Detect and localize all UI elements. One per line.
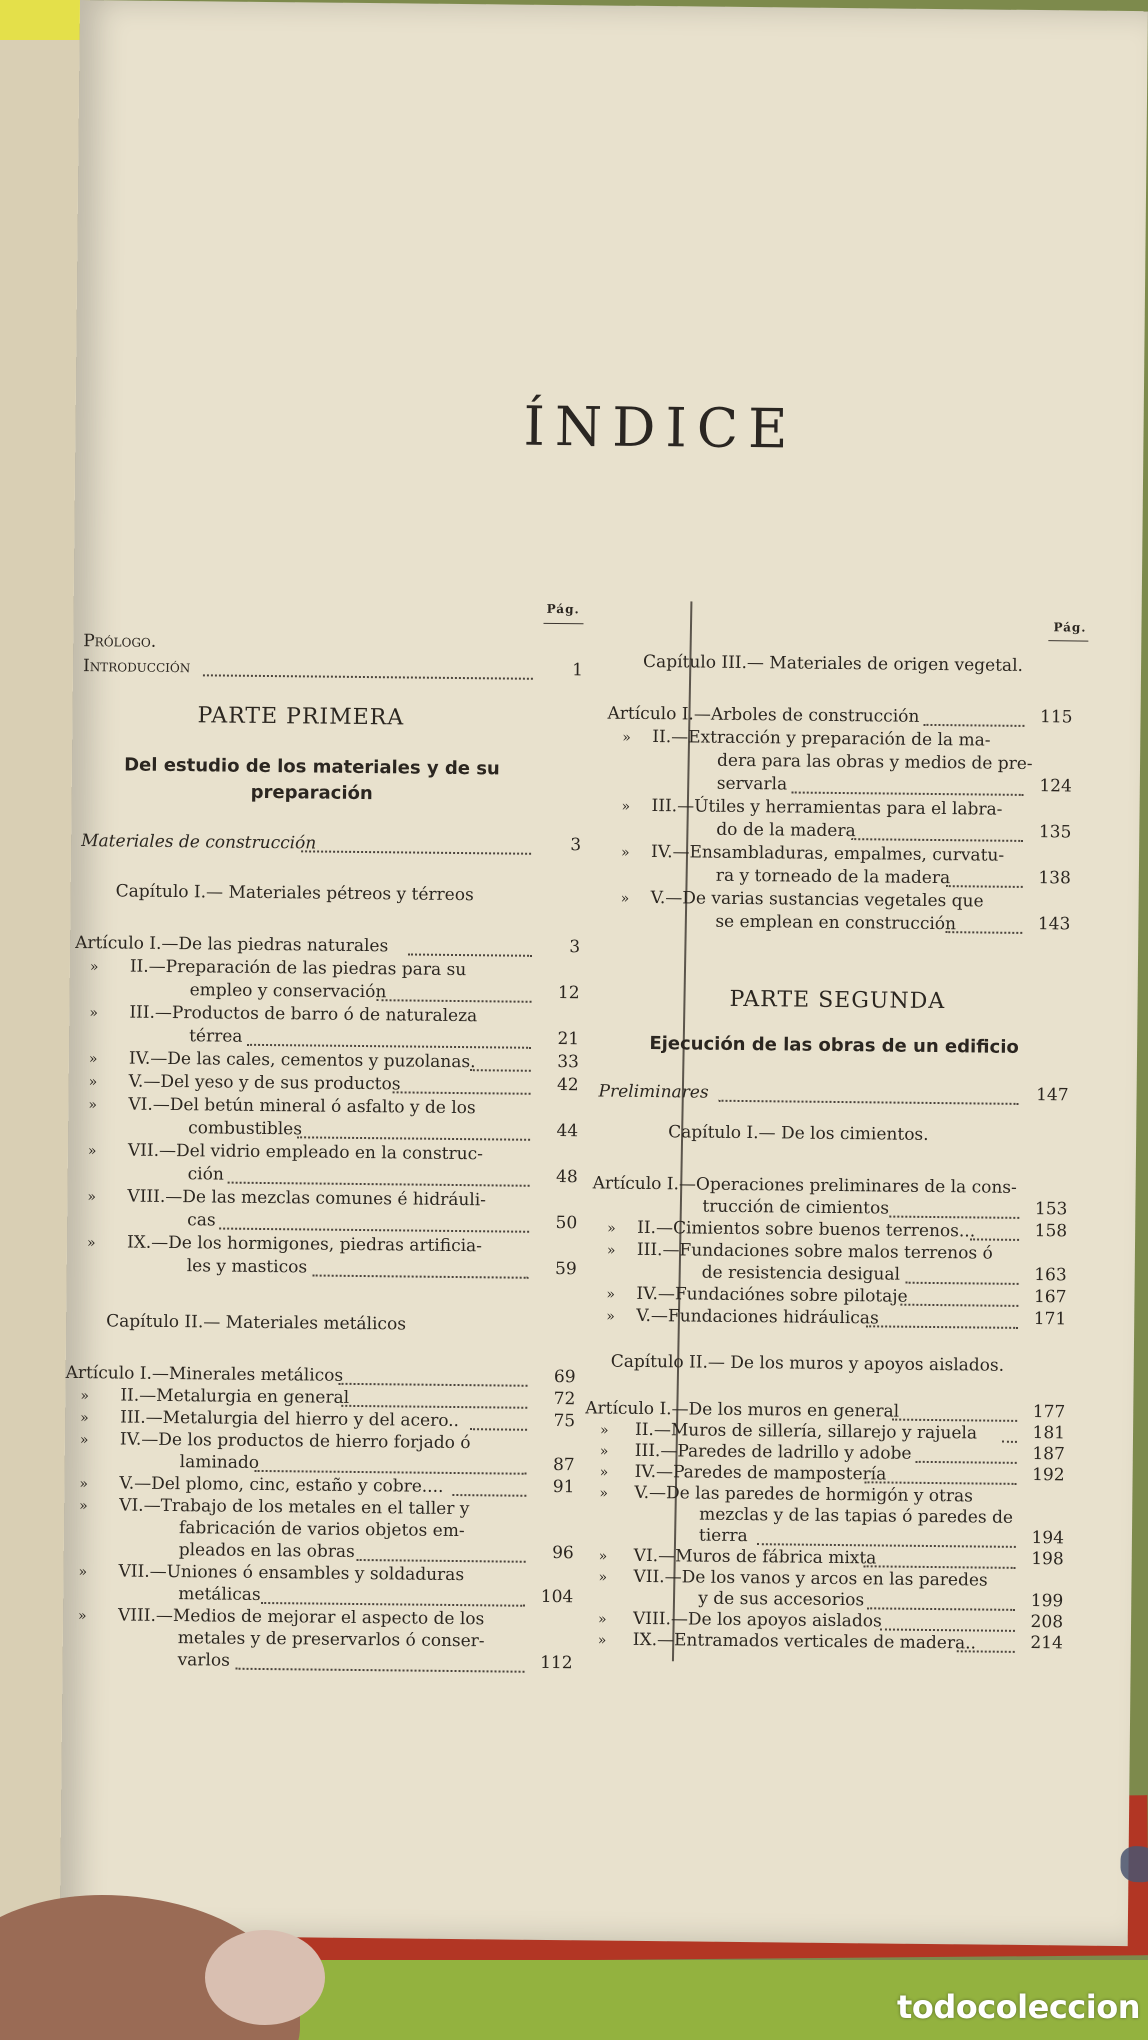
- toc-entry-text: V.—Del plomo, cinc, estaño y cobre....: [119, 1473, 444, 1497]
- leader-dots: [792, 791, 1024, 795]
- toc-entry-text: cas: [187, 1210, 216, 1231]
- leader-dots: [313, 1275, 529, 1279]
- page-title: ÍNDICE: [523, 394, 798, 461]
- ditto-mark: »: [89, 959, 99, 976]
- toc-entry-text: IV.—Ensambladuras, empalmes, curvatu-: [651, 842, 1005, 866]
- leader-dots: [203, 674, 533, 679]
- ditto-mark: »: [88, 1097, 98, 1114]
- ditto-mark: »: [80, 1410, 89, 1427]
- toc-page-number: 115: [1039, 707, 1073, 728]
- toc-entry-text: Artículo I.—De las piedras naturales: [75, 933, 389, 957]
- toc-entry-text: de resistencia desigual: [701, 1262, 901, 1285]
- toc-entry-text: metálicas: [178, 1584, 261, 1605]
- toc-entry-text: III.—Productos de barro ó de naturaleza: [129, 1002, 478, 1027]
- toc-entry-text: dera para las obras y medios de pre-: [716, 750, 1033, 775]
- toc-page-number: 48: [555, 1167, 578, 1188]
- toc-entry-text: IV.—De los productos de hierro forjado ó: [119, 1429, 471, 1454]
- toc-entry-text: servarla: [716, 773, 788, 795]
- leader-dots: [228, 1182, 530, 1187]
- ditto-mark: »: [606, 1308, 615, 1325]
- toc-entry-text: metales y de preservarlos ó conser-: [177, 1628, 485, 1652]
- materiales-page: 3: [570, 835, 582, 856]
- ditto-mark: »: [620, 890, 630, 907]
- toc-entry-text: trucción de cimientos: [702, 1196, 890, 1219]
- toc-entry-text: VIII.—Medios de mejorar el aspecto de los: [117, 1605, 485, 1630]
- leader-dots: [923, 724, 1024, 727]
- toc-entry-text: IV.—Fundaciónes sobre pilotaje: [636, 1283, 908, 1307]
- toc-page-number: 33: [557, 1052, 580, 1073]
- toc-page-number: 177: [1032, 1402, 1066, 1423]
- toc-entry-text: Artículo I.—Operaciones preliminares de la cons-: [592, 1173, 1017, 1198]
- toc-page-number: 214: [1030, 1633, 1063, 1654]
- toc-entry-text: VII.—Uniones ó ensambles y soldaduras: [118, 1561, 465, 1586]
- ditto-mark: »: [606, 1242, 616, 1259]
- leader-dots: [452, 1494, 526, 1497]
- toc-entry-text: V.—Fundaciones hidráulicas: [636, 1305, 879, 1329]
- toc-page-number: 181: [1032, 1423, 1066, 1444]
- toc-entry-text: mezclas y de las tapias ó paredes de: [699, 1504, 1014, 1528]
- toc-page-number: 143: [1037, 914, 1071, 935]
- toc-entry-text: VII.—Del vidrio empleado en la construc-: [127, 1140, 484, 1165]
- leader-dots: [1002, 1441, 1017, 1443]
- watermark-logo: todocoleccion: [897, 1988, 1140, 2026]
- toc-entry-text: varlos: [177, 1650, 230, 1671]
- ditto-mark: »: [621, 844, 630, 861]
- toc-entry-text: ra y torneado de la madera: [715, 865, 951, 889]
- toc-entry-text: les y masticos: [186, 1256, 308, 1278]
- toc-entry-text: II.—Cimientos sobre buenos terrenos...: [637, 1217, 976, 1242]
- toc-entry-text: II.—Extracción y preparación de la ma-: [652, 727, 991, 751]
- parte-primera: PARTE PRIMERA: [197, 703, 405, 731]
- right-pag-rule: [1048, 640, 1088, 641]
- ditto-mark: »: [597, 1632, 607, 1649]
- toc-page-number: 158: [1034, 1221, 1068, 1242]
- leader-dots: [247, 1044, 531, 1049]
- ditto-mark: »: [597, 1611, 607, 1628]
- ditto-mark: »: [87, 1143, 97, 1160]
- toc-entry-text: Artículo I.—Minerales metálicos: [65, 1362, 344, 1386]
- ditto-mark: »: [88, 1051, 98, 1068]
- toc-entry-text: VII.—De los vanos y arcos en las paredes: [633, 1566, 988, 1591]
- toc-page-number: 75: [553, 1411, 576, 1432]
- toc-page-number: 72: [553, 1389, 576, 1410]
- ditto-mark: »: [599, 1443, 609, 1460]
- book-page: [60, 0, 1148, 1946]
- leader-dots: [905, 1282, 1018, 1285]
- leader-dots: [338, 1383, 527, 1387]
- toc-page-number: 171: [1033, 1309, 1067, 1330]
- right-pag-label: Pág.: [1053, 620, 1087, 635]
- toc-entry-text: VI.—Del betún mineral ó asfalto y de los: [128, 1094, 476, 1119]
- ditto-mark: »: [77, 1608, 87, 1625]
- toc-entry-text: III.—Paredes de ladrillo y adobe: [634, 1440, 912, 1464]
- leader-dots: [357, 1559, 526, 1563]
- subtitle-line: preparación: [250, 781, 373, 805]
- leader-dots: [889, 1216, 1019, 1219]
- leader-dots: [916, 1461, 1017, 1464]
- ditto-mark: »: [78, 1564, 88, 1581]
- toc-entry-text: se emplean en construcción: [715, 911, 957, 935]
- toc-entry-text: fabricación de varios objetos em-: [178, 1518, 465, 1542]
- toc-page-number: 91: [552, 1477, 575, 1498]
- introduccion-page: 1: [572, 660, 584, 681]
- toc-page-number: 135: [1038, 822, 1072, 843]
- toc-page-number: 163: [1034, 1265, 1067, 1286]
- leader-dots: [470, 1428, 527, 1431]
- toc-page-number: 21: [557, 1029, 580, 1050]
- leader-dots: [945, 885, 1022, 888]
- introduccion: Introducción: [82, 656, 191, 678]
- left-pag-label: Pág.: [546, 601, 580, 617]
- toc-entry-text: VI.—Trabajo de los metales en el taller y: [119, 1495, 470, 1520]
- toc-page-number: 138: [1038, 868, 1071, 889]
- ditto-mark: »: [606, 1286, 616, 1303]
- ditto-mark: »: [79, 1432, 89, 1449]
- capitulo-1-right-heading: Capítulo I.— De los cimientos.: [668, 1122, 929, 1145]
- leader-dots: [301, 850, 531, 854]
- ditto-mark: »: [80, 1388, 90, 1405]
- toc-entry-text: Artículo I.—De los muros en general: [585, 1398, 900, 1422]
- leader-dots: [900, 1304, 1018, 1307]
- toc-page-number: 167: [1033, 1287, 1067, 1308]
- leader-dots: [851, 838, 1023, 842]
- left-pag-rule: [543, 623, 583, 624]
- capitulo-3-heading: Capítulo III.— Materiales de origen vegetal.: [642, 651, 1024, 676]
- leader-dots: [718, 1100, 1018, 1105]
- toc-entry-text: Artículo I.—Arboles de construcción: [607, 703, 920, 727]
- toc-page-number: 208: [1030, 1612, 1064, 1633]
- leader-dots: [376, 999, 531, 1003]
- toc-entry-text: y de sus accesorios: [698, 1588, 865, 1611]
- ditto-mark: »: [599, 1464, 609, 1481]
- parte-segunda: PARTE SEGUNDA: [729, 986, 946, 1015]
- toc-entry-text: II.—Preparación de las piedras para su: [129, 956, 467, 981]
- toc-entry-text: combustibles: [188, 1118, 303, 1140]
- toc-page-number: 44: [556, 1121, 579, 1142]
- thumb-nail: [205, 1930, 325, 2025]
- toc-page-number: 3: [569, 937, 581, 958]
- toc-entry-text: II.—Metalurgia en general: [120, 1385, 350, 1408]
- toc-entry-text: tierra: [698, 1525, 748, 1547]
- toc-entry-text: pleados en las obras: [178, 1540, 355, 1562]
- parte-segunda-subtitle: Ejecución de las obras de un edificio: [649, 1033, 1019, 1058]
- toc-entry-text: empleo y conservación: [189, 980, 387, 1003]
- leader-dots: [235, 1668, 524, 1673]
- ditto-mark: »: [79, 1476, 89, 1493]
- toc-entry-text: II.—Muros de sillería, sillarejo y rajuela: [634, 1419, 978, 1444]
- ditto-mark: »: [87, 1189, 97, 1206]
- leader-dots: [393, 1091, 531, 1094]
- toc-page-number: 124: [1039, 776, 1072, 797]
- toc-entry-text: térrea: [189, 1026, 243, 1047]
- toc-page-number: 12: [557, 983, 580, 1004]
- toc-entry-text: III.—Fundaciones sobre malos terrenos ó: [636, 1239, 993, 1264]
- toc-page-number: 50: [555, 1213, 578, 1234]
- leader-dots: [470, 1069, 531, 1072]
- ditto-mark: »: [89, 1005, 99, 1022]
- toc-entry-text: VIII.—De las mezclas comunes é hidráuli-: [127, 1186, 487, 1211]
- toc-page-number: 87: [552, 1455, 575, 1476]
- ink-stain: [1120, 1846, 1148, 1882]
- prologo: Prólogo.: [83, 631, 157, 652]
- ditto-mark: »: [598, 1548, 608, 1565]
- toc-page-number: 153: [1034, 1199, 1068, 1220]
- toc-page-number: 42: [556, 1075, 579, 1096]
- leader-dots: [219, 1228, 529, 1233]
- toc-page-number: 59: [554, 1259, 577, 1280]
- preliminares: Preliminares: [598, 1081, 709, 1103]
- toc-page-number: 192: [1032, 1465, 1065, 1486]
- preliminares-page: 147: [1036, 1085, 1069, 1106]
- leader-dots: [297, 1136, 530, 1140]
- toc-entry-text: IV.—Paredes de mampostería: [634, 1461, 887, 1485]
- leader-dots: [408, 953, 532, 956]
- toc-entry-text: V.—Del yeso y de sus productos: [128, 1071, 401, 1095]
- ditto-mark: »: [599, 1422, 609, 1439]
- toc-page-number: 198: [1031, 1549, 1064, 1570]
- materiales: Materiales de construcción: [81, 831, 317, 854]
- toc-page-number: 194: [1031, 1528, 1065, 1549]
- ditto-mark: »: [621, 798, 631, 815]
- ditto-mark: »: [86, 1235, 96, 1252]
- toc-entry-text: III.—Útiles y herramientas para el labra-: [651, 796, 1003, 820]
- toc-entry-text: III.—Metalurgia del hierro y del acero..: [120, 1407, 460, 1432]
- ditto-mark: »: [607, 1220, 616, 1237]
- toc-page-number: 104: [540, 1586, 574, 1608]
- toc-entry-text: IX.—Entramados verticales de madera..: [632, 1629, 977, 1654]
- capitulo-2-right-heading: Capítulo II.— De los muros y apoyos aislados.: [610, 1351, 1005, 1376]
- toc-page-number: 96: [552, 1543, 574, 1564]
- toc-entry-text: ción: [187, 1164, 224, 1185]
- leader-dots: [868, 1607, 1016, 1611]
- toc-entry-text: IX.—De los hormigones, piedras artificia-: [126, 1232, 483, 1257]
- toc-entry-text: V.—De las paredes de hormigón y otras: [634, 1482, 974, 1507]
- ditto-mark: »: [598, 1569, 608, 1586]
- subtitle-line: Del estudio de los materiales y de su: [124, 754, 500, 780]
- toc-entry-text: do de la madera: [716, 819, 856, 842]
- toc-page-number: 199: [1030, 1591, 1064, 1612]
- leader-dots: [945, 931, 1022, 934]
- toc-entry-text: VI.—Muros de fábrica mixta: [633, 1545, 877, 1569]
- capitulo-2-heading: Capítulo II.— Materiales metálicos: [106, 1311, 407, 1335]
- leader-dots: [970, 1238, 1019, 1241]
- capitulo-1-heading: Capítulo I.— Materiales pétreos y térreos: [115, 881, 474, 906]
- ditto-mark: »: [88, 1074, 98, 1091]
- toc-page-number: 69: [553, 1367, 576, 1388]
- toc-entry-text: VIII.—De los apoyos aislados: [632, 1608, 882, 1632]
- toc-entry-text: laminado: [179, 1452, 260, 1473]
- ditto-mark: »: [599, 1485, 609, 1502]
- toc-page-number: 112: [540, 1652, 573, 1674]
- toc-page-number: 187: [1032, 1444, 1065, 1465]
- ditto-mark: »: [622, 729, 631, 746]
- leader-dots: [866, 1325, 1018, 1329]
- toc-entry-text: IV.—De las cales, cementos y puzolanas.: [128, 1048, 476, 1073]
- parte-primera-subtitle: [72, 752, 553, 809]
- ditto-mark: »: [79, 1498, 88, 1515]
- toc-entry-text: V.—De varias sustancias vegetales que: [650, 888, 984, 912]
